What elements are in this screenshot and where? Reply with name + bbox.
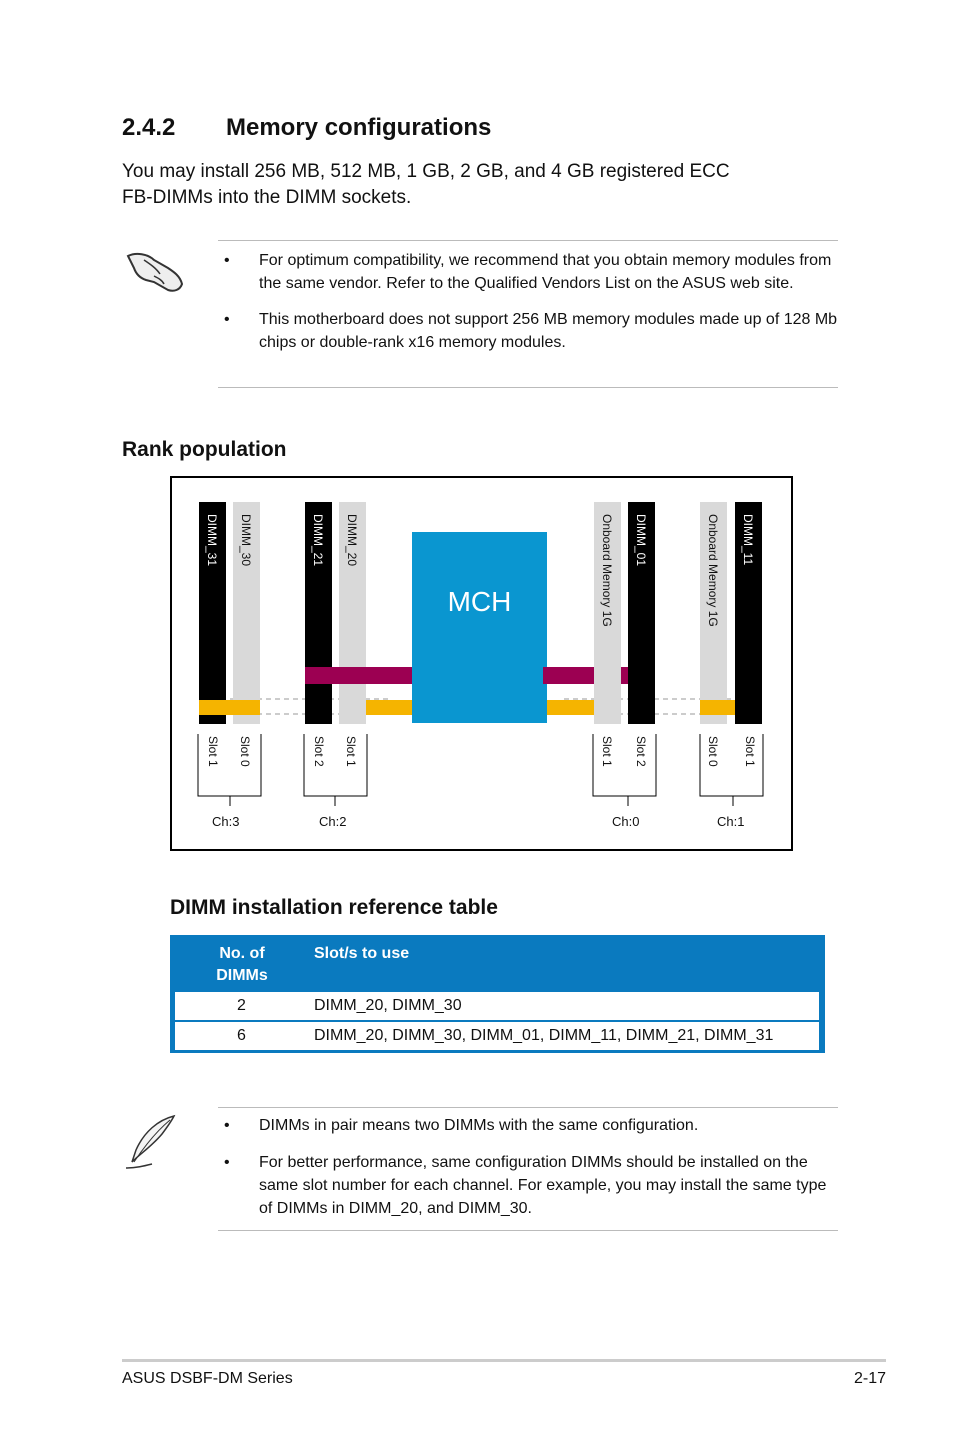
section-number: 2.4.2 [122,114,176,141]
note-text: For optimum compatibility, we recommend that you obtain memory modules from the same vendor. Refer to the Qualified Vendors List on the ASUS web site. [259,252,832,292]
table-row [175,1022,819,1050]
note-item [218,249,838,295]
hand-icon [124,246,186,294]
rank-population-diagram [170,476,793,851]
note-text: DIMMs in pair means two DIMMs with the same configuration. [259,1117,699,1134]
note-box-compatibility [218,240,838,388]
dimm-31-label: DIMM_31 [205,514,219,567]
rank-population-heading: Rank population [122,438,287,461]
slot-label: Slot 1 [600,736,614,767]
note-item [218,308,838,354]
dimm-20-label: DIMM_20 [345,514,359,567]
bullet: • [224,1154,230,1171]
table-heading: DIMM installation reference table [170,896,498,919]
header-no-of-dimms [215,943,269,987]
slot-label: Slot 0 [238,736,252,767]
note-text: This motherboard does not support 256 MB memory modules made up of 128 Mb chips or double-rank x16 memory modules. [259,311,838,351]
header-line: No. of [219,945,265,962]
slot-label: Slot 0 [706,736,720,767]
slot-label: Slot 1 [344,736,358,767]
onboard-memory-ch0-label: Onboard Memory 1G [600,514,614,627]
footer-page-number: 2-17 [853,1370,886,1387]
bullet: • [224,311,230,328]
dimm-30-label: DIMM_30 [239,514,253,567]
footer-product: ASUS DSBF-DM Series [122,1370,293,1387]
section-title: Memory configurations [226,114,492,141]
bullet: • [224,252,230,269]
row-count: 2 [237,997,246,1014]
onboard-memory-ch1-label: Onboard Memory 1G [706,514,720,627]
channel-label-ch3: Ch:3 [212,814,240,829]
intro-line-2: FB-DIMMs into the DIMM sockets. [122,187,412,208]
note-text: For better performance, same configuration DIMMs should be installed on the same slot number for each channel. For example, you may install the same type of DIMMs in DIMM_20, and DIMM_30. [259,1154,827,1217]
intro-paragraph [122,159,802,211]
header-slots: Slot/s to use [314,945,410,962]
header-line: DIMMs [216,967,268,984]
mch-label: MCH [447,586,512,617]
dimm-11-label: DIMM_11 [741,514,755,566]
dimm-01-label: DIMM_01 [634,514,648,567]
row-slots: DIMM_20, DIMM_30, DIMM_01, DIMM_11, DIMM_21, DIMM_31 [314,1027,774,1044]
intro-line-1: You may install 256 MB, 512 MB, 1 GB, 2 GB, and 4 GB registered ECC [122,161,730,182]
note-item [218,1114,838,1137]
dimm-21-label: DIMM_21 [311,514,325,567]
bullet: • [224,1117,230,1134]
dimm-reference-table [170,935,825,1053]
footer-divider [122,1359,886,1362]
slot-label: Slot 2 [634,736,648,767]
slot-label: Slot 1 [743,736,757,767]
slot-label: Slot 1 [206,736,220,767]
channel-label-ch1: Ch:1 [717,814,745,829]
note-box-dimm-pairs [218,1107,838,1231]
table-row [175,992,819,1020]
slot-label: Slot 2 [312,736,326,767]
note-item [218,1151,838,1220]
channel-label-ch2: Ch:2 [319,814,347,829]
slot-brackets [172,478,791,849]
quill-pen-icon [122,1112,182,1172]
row-slots: DIMM_20, DIMM_30 [314,997,462,1014]
row-count: 6 [237,1027,246,1044]
channel-label-ch0: Ch:0 [612,814,640,829]
